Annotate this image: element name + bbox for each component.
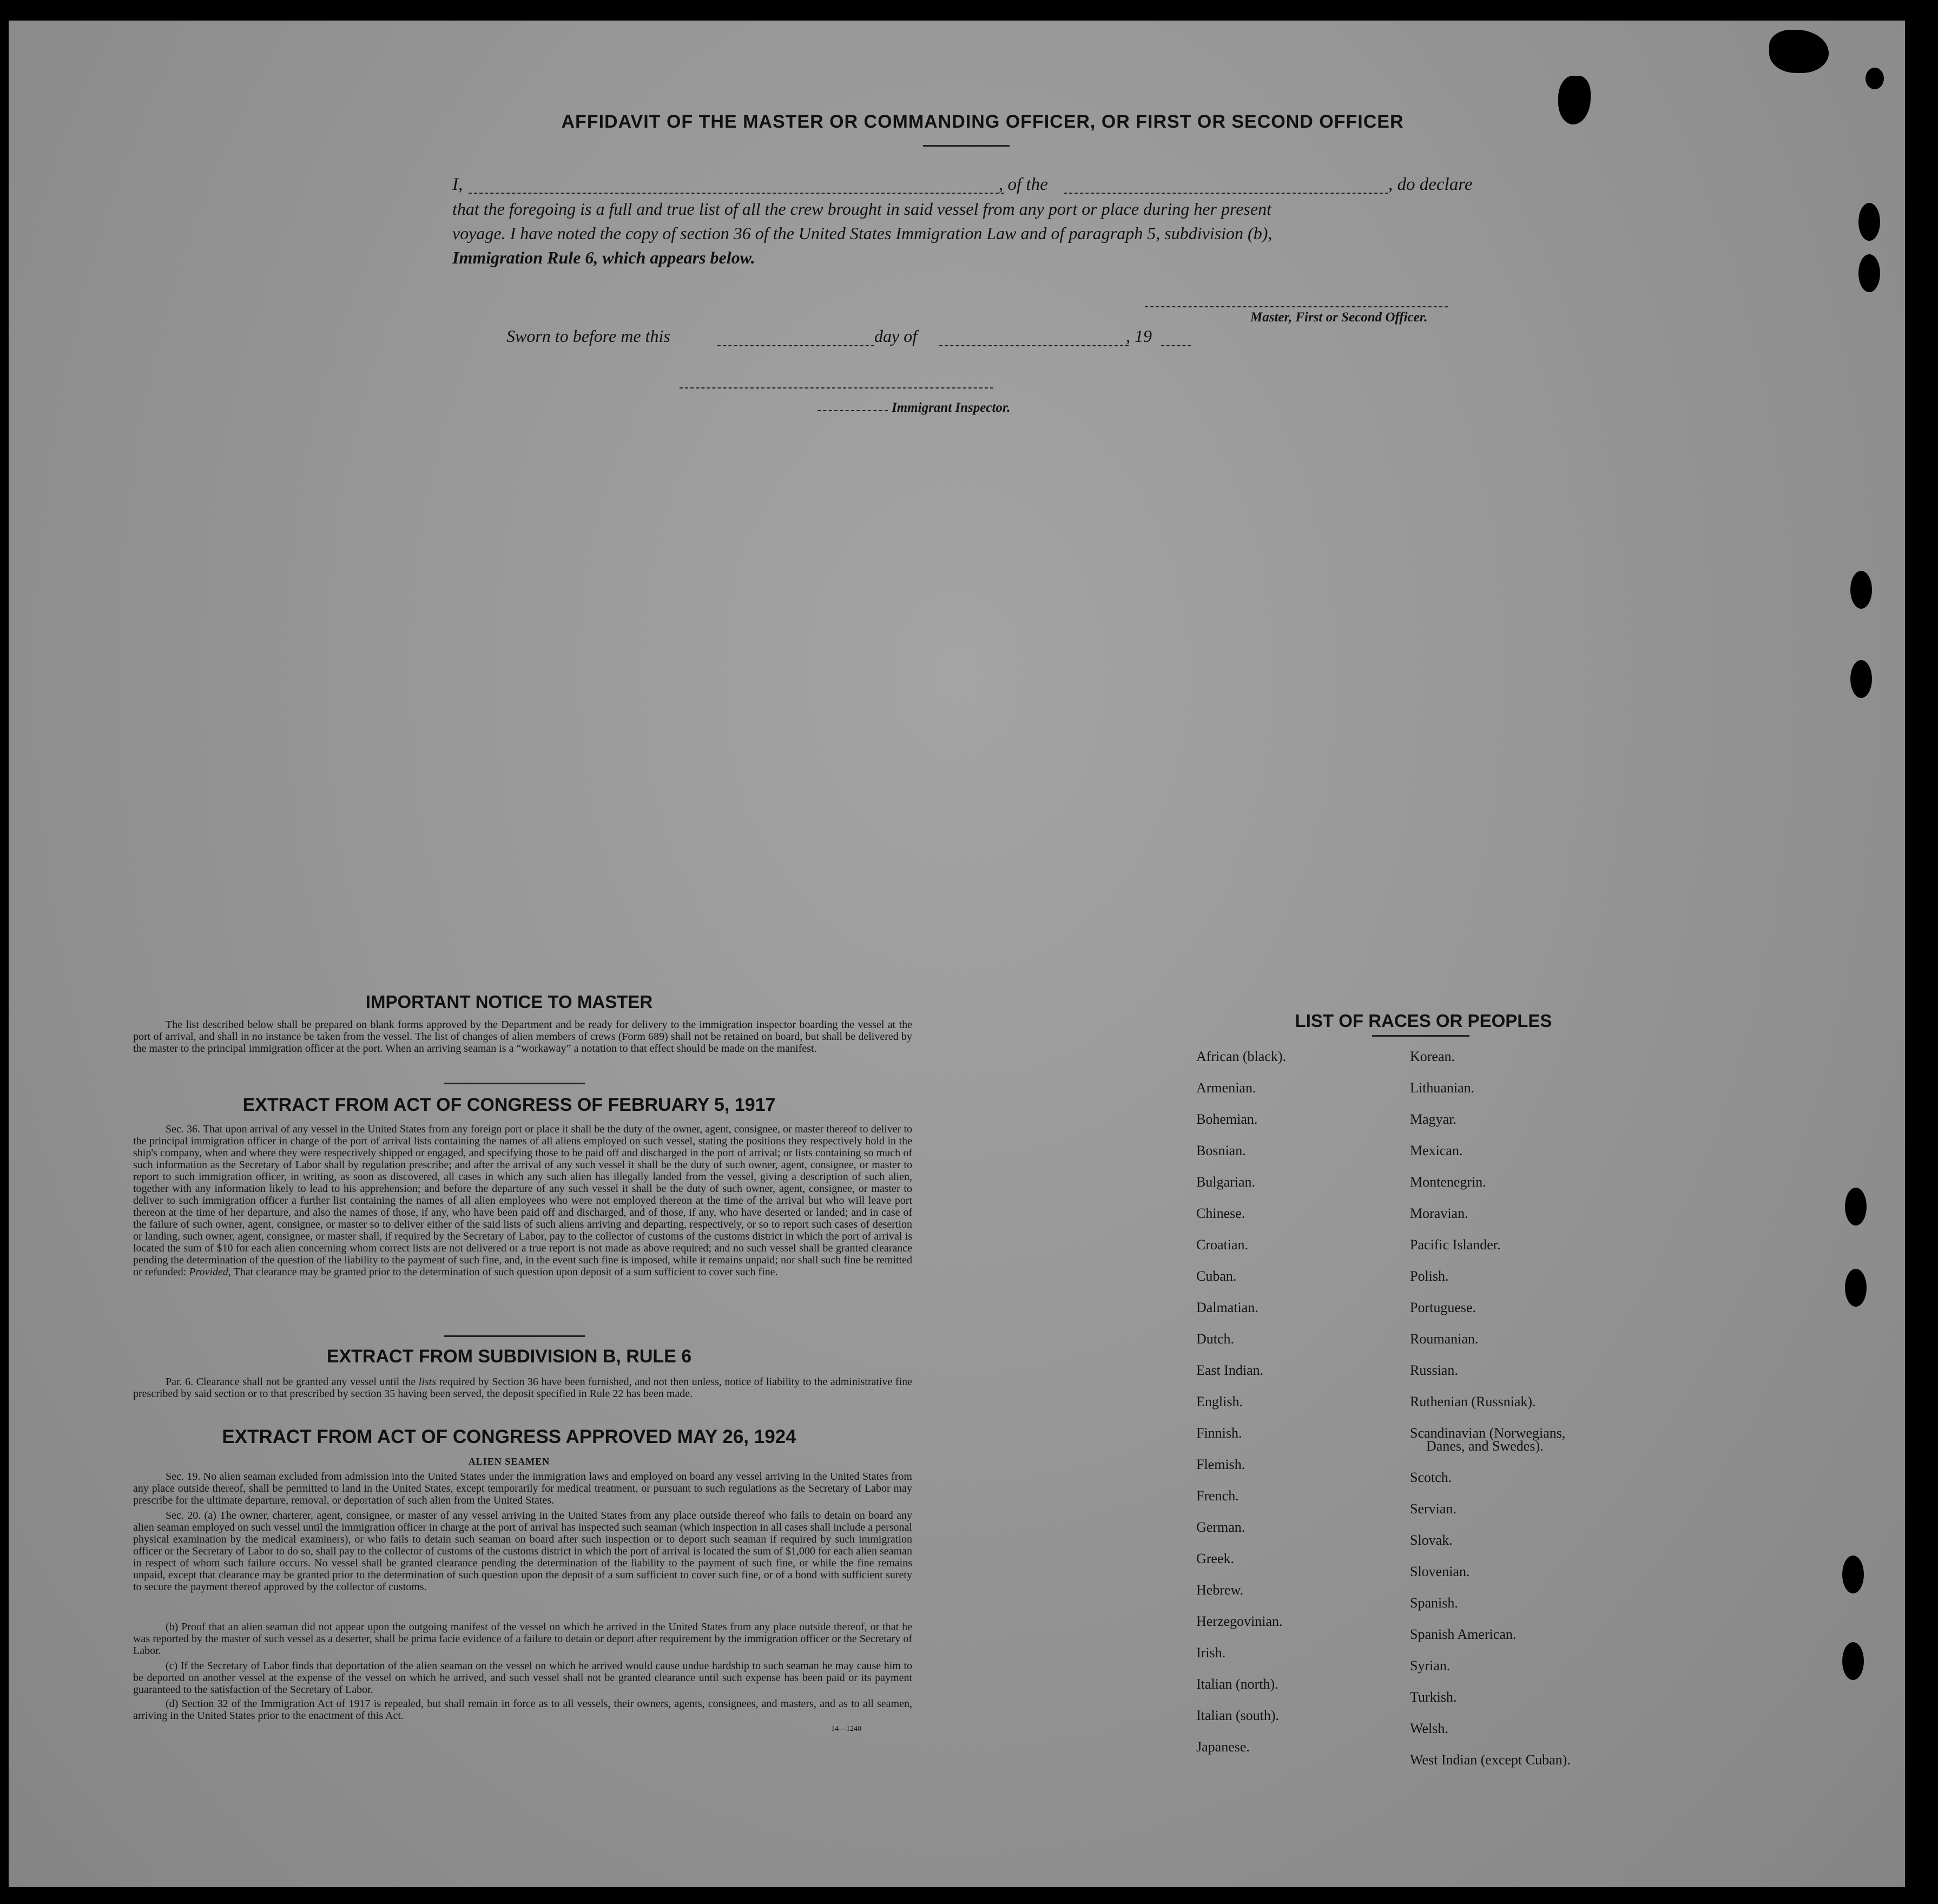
- race-item: Syrian.: [1410, 1658, 1451, 1674]
- extract-1924-sec19: Sec. 19. No alien seaman excluded from admission into the United States under the immigration laws and employed on board any vessel arriving in the United States from any place outside thereof, shall be permitted to land in the United States, except temporarily for medical treatment, or pursuant to such regulations as the Secretary of Labor may prescribe for the ultimate departure, removal, or deportation of such alien from the United States.: [133, 1471, 912, 1506]
- race-item: Spanish American.: [1410, 1626, 1517, 1642]
- race-item: Cuban.: [1196, 1268, 1237, 1284]
- extract-1917-title: [133, 1095, 885, 1116]
- affidavit-line-4: Immigration Rule 6, which appears below.: [452, 248, 755, 267]
- sworn-month-blank: [939, 345, 1129, 346]
- race-item: West Indian (except Cuban).: [1410, 1752, 1571, 1768]
- race-item: Scotch.: [1410, 1470, 1452, 1485]
- race-item: Servian.: [1410, 1501, 1456, 1517]
- inspector-line: [680, 387, 993, 388]
- punch-hole: [1842, 1642, 1864, 1680]
- vessel-blank: [1064, 193, 1388, 194]
- race-item: Montenegrin.: [1410, 1174, 1486, 1190]
- race-item: Korean.: [1410, 1049, 1455, 1064]
- extract-1917-divider: [444, 1335, 585, 1337]
- punch-hole: [1842, 1556, 1864, 1593]
- sworn-day-blank: [717, 345, 874, 346]
- race-item: Turkish.: [1410, 1689, 1457, 1705]
- sworn-year-blank: [1161, 345, 1191, 346]
- race-item: East Indian.: [1196, 1362, 1264, 1378]
- punch-hole: [1850, 660, 1872, 698]
- race-item: Flemish.: [1196, 1457, 1245, 1472]
- rule6-text: Par. 6. Clearance shall not be granted any vessel until the: [166, 1376, 416, 1388]
- race-item: Croatian.: [1196, 1237, 1249, 1253]
- rule6-lists: lists: [418, 1376, 437, 1388]
- affidavit-line-3: voyage. I have noted the copy of section 36 of the United States Immigration Law and of paragraph 5, subdivision (b),: [452, 223, 1273, 243]
- punch-hole: [1845, 1269, 1867, 1307]
- sworn-year: , 19: [1126, 326, 1152, 346]
- race-item: Bohemian.: [1196, 1111, 1258, 1127]
- extract-1924-title: EXTRACT FROM ACT OF CONGRESS APPROVED MAY 26, 1924: [222, 1426, 796, 1447]
- race-item: Hebrew.: [1196, 1582, 1244, 1598]
- race-item: Armenian.: [1196, 1080, 1256, 1096]
- race-item: Dalmatian.: [1196, 1300, 1258, 1315]
- races-divider: [1372, 1035, 1469, 1037]
- extract-1924-sec20a: Sec. 20. (a) The owner, charterer, agent, consignee, or master of any vessel arriving in the United States from any place outside thereof who fails to detain on board any alien seaman employed on such vessel until the immigration officer in charge at the port of arrival has inspected such seaman (which inspection in all cases shall include a personal physical examination by the medical examiners), or who fails to detain such seaman on board after such inspection or to deport such seaman if required by such immigration officer or the Secretary of Labor to do so, shall pay to the collector of customs of the customs district in which the port of arrival is located the sum of $1,000 for each alien seaman in respect of whom such failure occurs. No vessel shall be granted clearance pending the determination of the liability to the payment of such fine, or while the fine remains unpaid, except that clearance may be granted prior to the determination of such question upon the deposit of a sum sufficient to cover such fine, or of a bond with sufficient surety to secure the payment thereof approved by the collector of customs.: [133, 1510, 912, 1593]
- extract-1924-sec20c: (c) If the Secretary of Labor finds that deportation of the alien seaman on the vessel on which he arrived would cause undue hardship to such seaman he may cause him to be deported on another vessel at the expense of the vessel on which he arrived, and such vessel shall not be granted clearance until such expense has been paid or its payment guaranteed to the satisfaction of the Secretary of Labor.: [133, 1660, 912, 1696]
- race-item: Lithuanian.: [1410, 1080, 1475, 1096]
- race-item: Finnish.: [1196, 1425, 1242, 1441]
- race-item: African (black).: [1196, 1049, 1287, 1064]
- extract-1917-text-end: That clearance may be granted prior to the determination of such question upon deposit of a sum sufficient to cover such fine.: [233, 1266, 778, 1278]
- sworn-prefix: Sworn to before me this: [506, 326, 670, 346]
- race-item: Welsh.: [1410, 1721, 1448, 1736]
- race-item: Dutch.: [1196, 1331, 1235, 1347]
- form-number: 14—1240: [831, 1725, 861, 1733]
- race-item: French.: [1196, 1488, 1239, 1504]
- race-item: Mexican.: [1410, 1143, 1463, 1158]
- race-item: Chinese.: [1196, 1205, 1245, 1221]
- race-item: Russian.: [1410, 1362, 1458, 1378]
- extract-1924-sec20b: (b) Proof that an alien seaman did not appear upon the outgoing manifest of the vessel on which he arrived in the United States from any place outside thereof, or that he was reported by the master of such vessel as a deserter, shall be prima facie evidence of a failure to detain or deport after requirement by the immigration officer or the Secretary of Labor.: [133, 1621, 912, 1657]
- race-item: Portuguese.: [1410, 1300, 1476, 1315]
- extract-rule6-body: [133, 1376, 912, 1400]
- sworn-day-of: day of: [874, 326, 918, 346]
- race-item: Bosnian.: [1196, 1143, 1246, 1158]
- race-item: Danes, and Swedes).: [1426, 1438, 1544, 1454]
- inspector-prefix-line: [818, 410, 888, 411]
- notice-title: IMPORTANT NOTICE TO MASTER: [365, 992, 653, 1012]
- notice-divider: [444, 1083, 585, 1084]
- race-item: Magyar.: [1410, 1111, 1456, 1127]
- race-item: Spanish.: [1410, 1595, 1458, 1611]
- race-item: Moravian.: [1410, 1205, 1468, 1221]
- inspector-label: Immigrant Inspector.: [892, 400, 1011, 415]
- race-item: Pacific Islander.: [1410, 1237, 1501, 1253]
- extract-1924-subtitle: ALIEN SEAMEN: [468, 1456, 550, 1467]
- race-item: Italian (south).: [1196, 1708, 1280, 1723]
- punch-hole: [1858, 254, 1880, 292]
- race-item: Scandinavian (Norwegians,: [1410, 1425, 1566, 1441]
- race-item: Slovenian.: [1410, 1564, 1470, 1579]
- document-sheet: [9, 21, 1905, 1887]
- races-title: LIST OF RACES OR PEOPLES: [1295, 1011, 1552, 1031]
- signature-label: Master, First or Second Officer.: [1250, 310, 1428, 325]
- race-item: Irish.: [1196, 1645, 1226, 1661]
- race-item: English.: [1196, 1394, 1243, 1409]
- rule6-text-end: required by Section 36 have been furnished, and not then unless, notice of liability to the administrative fine prescribed by said section or to that prescribed by section 35 having been served, the deposit specified in Rule 22 has been made.: [133, 1376, 913, 1400]
- race-item: German.: [1196, 1519, 1245, 1535]
- name-blank: [469, 193, 1004, 194]
- race-item: Italian (north).: [1196, 1676, 1278, 1692]
- race-item: Japanese.: [1196, 1739, 1250, 1755]
- punch-hole: [1845, 1188, 1867, 1226]
- race-item: Herzegovinian.: [1196, 1613, 1283, 1629]
- race-item: Bulgarian.: [1196, 1174, 1256, 1190]
- race-item: Greek.: [1196, 1551, 1235, 1566]
- extract-1917-title-text: EXTRACT FROM ACT OF CONGRESS OF FEBRUARY 5, 1917: [242, 1095, 776, 1115]
- extract-1917-body: [133, 1123, 912, 1278]
- affidavit-title: AFFIDAVIT OF THE MASTER OR COMMANDING OFFICER, OR FIRST OR SECOND OFFICER: [561, 111, 1404, 132]
- punch-hole: [1866, 68, 1884, 89]
- affidavit-line-2: that the foregoing is a full and true list of all the crew brought in said vessel from any port or place during her present: [452, 199, 1271, 219]
- notice-body: The list described below shall be prepared on blank forms approved by the Department and be ready for delivery to the immigration inspector boarding the vessel at the port of arrival, and shall in no instance be taken from the vessel. The list of changes of alien members of crews (Form 689) shall not be retained on board, but shall be delivered by the master to the principal immigration officer at the port. When an arriving seaman is a “workaway” a notation to that effect should be made on the manifest.: [133, 1019, 912, 1055]
- race-item: Ruthenian (Russniak).: [1410, 1394, 1536, 1409]
- signature-line: [1145, 306, 1448, 307]
- extract-rule6-title: EXTRACT FROM SUBDIVISION B, RULE 6: [326, 1346, 692, 1367]
- extract-1917-provided: Provided,: [189, 1266, 231, 1278]
- punch-hole: [1858, 203, 1880, 241]
- affidavit-i: I,: [452, 175, 463, 194]
- extract-1924-sec20d: (d) Section 32 of the Immigration Act of 1917 is repealed, but shall remain in force as to all vessels, their owners, agents, consignees, and masters, and as to all seamen, arriving in the United States prior to the enactment of this Act.: [133, 1698, 912, 1722]
- title-divider: [923, 145, 1010, 147]
- punch-hole: [1850, 571, 1872, 609]
- race-item: Polish.: [1410, 1268, 1449, 1284]
- affidavit-of-the: , of the: [999, 175, 1048, 194]
- race-item: Roumanian.: [1410, 1331, 1479, 1347]
- extract-1917-text: Sec. 36. That upon arrival of any vessel in the United States from any foreign port or place it shall be the duty of the owner, agent, consignee, or master thereof to deliver to the principal immigration officer in charge of the port of arrival lists containing the names of all aliens employed on such vessel, stating the positions they respectively hold in the ship's company, when and where they were respectively shipped or engaged, and specifying those to be paid off and discharged in the port of arrival; or lists containing so much of such information as the Secretary of Labor shall by regulation prescribe; and after the arrival of any such vessel it shall be the duty of such owner, agent, consignee, or master to report to such immigration officer, in writing, as soon as discovered, all cases in which any such alien has illegally landed from the vessel, giving a description of such alien, together with any information likely to lead to his apprehension; and before the departure of any such vessel it shall be the duty of such owner, agent, consignee, or master to deliver to such immigration officer a further list containing the names of all alien employees who were not employed thereon at the time of the arrival but who will leave port thereon at the time of her departure, and also the names of those, if any, who have been paid off and discharged, and of those, if any, who have deserted or landed; and in case of the failure of such owner, agent, consignee, or master so to deliver either of the said lists of such aliens arriving and departing, respectively, or so to report such cases of desertion or landing, such owner, agent, consignee, or master shall, if required by the Secretary of Labor, pay to the collector of customs of the customs district in which the port of arrival is located the sum of $10 for each alien concerning whom correct lists are not delivered or a true report is not made as above required; and no such vessel shall be granted clearance pending the determination of the question of the liability to the payment of such fine, and, in the event such fine is imposed, while it remains unpaid; nor shall such fine be remitted or refunded:: [133, 1123, 912, 1278]
- race-item: Slovak.: [1410, 1532, 1453, 1548]
- affidavit-do-declare: , do declare: [1388, 175, 1473, 194]
